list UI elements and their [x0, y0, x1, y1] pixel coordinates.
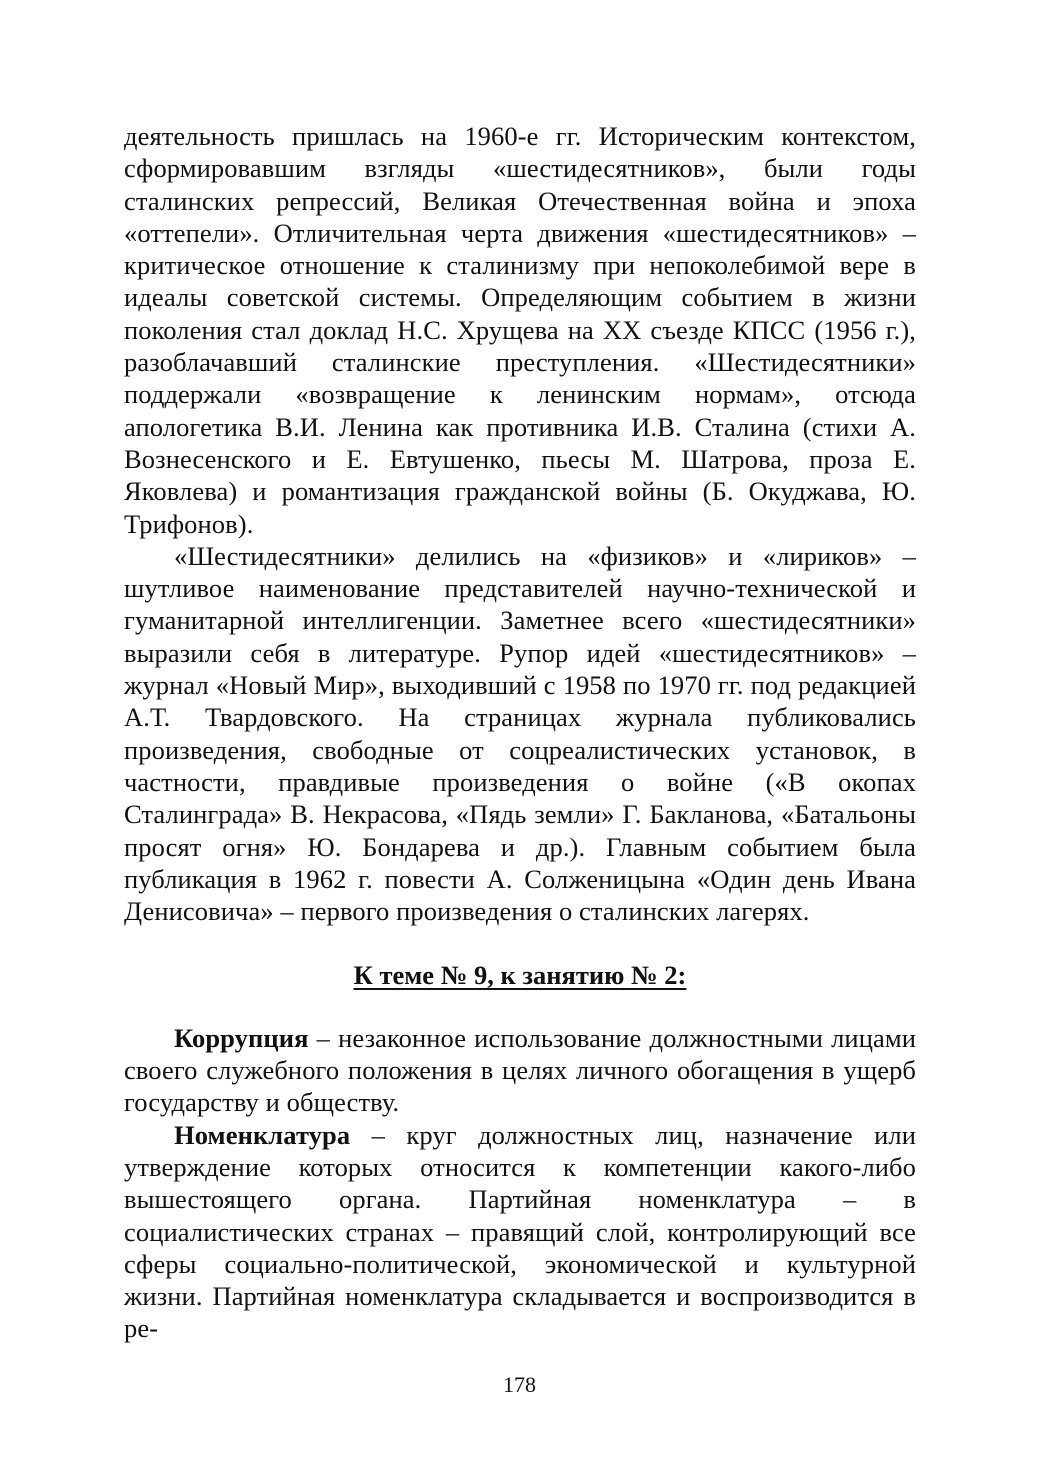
body-paragraph-2: «Шестидесятники» делились на «физиков» и «лириков» – шутливое наименование представителей научно-технической и гуманитарной интеллигенции. Заметнее всего «шестидесятники» выразили себя в литературе. Рупор идей «шестидесятников» – журнал «Новый Мир», выходивший с 1958 по 1970 гг. под редакцией А.Т. Твардовского. На страницах журнала публиковались произведения, свободные от соцреалистических установок, в частности, правдивые произведения о войне («В окопах Сталинграда» В. Некрасова, «Пядь земли» Г. Бакланова, «Батальоны просят огня» Ю. Бондарева и др.). Главным событием была публикация в 1962 г. повести А. Солженицына «Один день Ивана Денисовича» – первого произведения о сталинских лагерях.: [124, 540, 916, 927]
section-heading: К теме № 9, к занятию № 2:: [353, 960, 687, 991]
definition-nomenklatura: [124, 1119, 916, 1345]
page-number: 178: [503, 1372, 536, 1397]
definition-term: Номенклатура: [174, 1119, 351, 1150]
definition-text: – незаконное использование должностными лицами своего служебного положения в целях личного обогащения в ущерб государству и обществу.: [124, 1022, 916, 1118]
definition-corruption: [124, 1022, 916, 1119]
body-paragraph-1: деятельность пришлась на 1960-е гг. Историческим контекстом, сформировавшим взгляды «шестидесятников», были годы сталинских репрессий, Великая Отечественная война и эпоха «оттепели». Отличительная черта движения «шестидесятников» – критическое отношение к сталинизму при непоколебимой вере в идеалы советской системы. Определяющим событием в жизни поколения стал доклад Н.С. Хрущева на XX съезде КПСС (1956 г.), разоблачавший сталинские преступления. «Шестидесятники» поддержали «возвращение к ленинским нормам», отсюда апологетика В.И. Ленина как противника И.В. Сталина (стихи А. Вознесенского и Е. Евтушенко, пьесы М. Шатрова, проза Е. Яковлева) и романтизация гражданской войны (Б. Окуджава, Ю. Трифонов).: [124, 121, 916, 539]
page-body: [124, 120, 916, 1345]
definition-term: Коррупция: [174, 1022, 309, 1053]
definition-text: – круг должностных лиц, назначение или утверждение которых относится к компетенции какого-либо вышестоящего органа. Партийная номенклатура – в социалистических странах – правящий слой, контролирующий все сферы социально-политической, экономической и культурной жизни. Партийная номенклатура складывается и воспроизводится в ре-: [124, 1119, 916, 1344]
